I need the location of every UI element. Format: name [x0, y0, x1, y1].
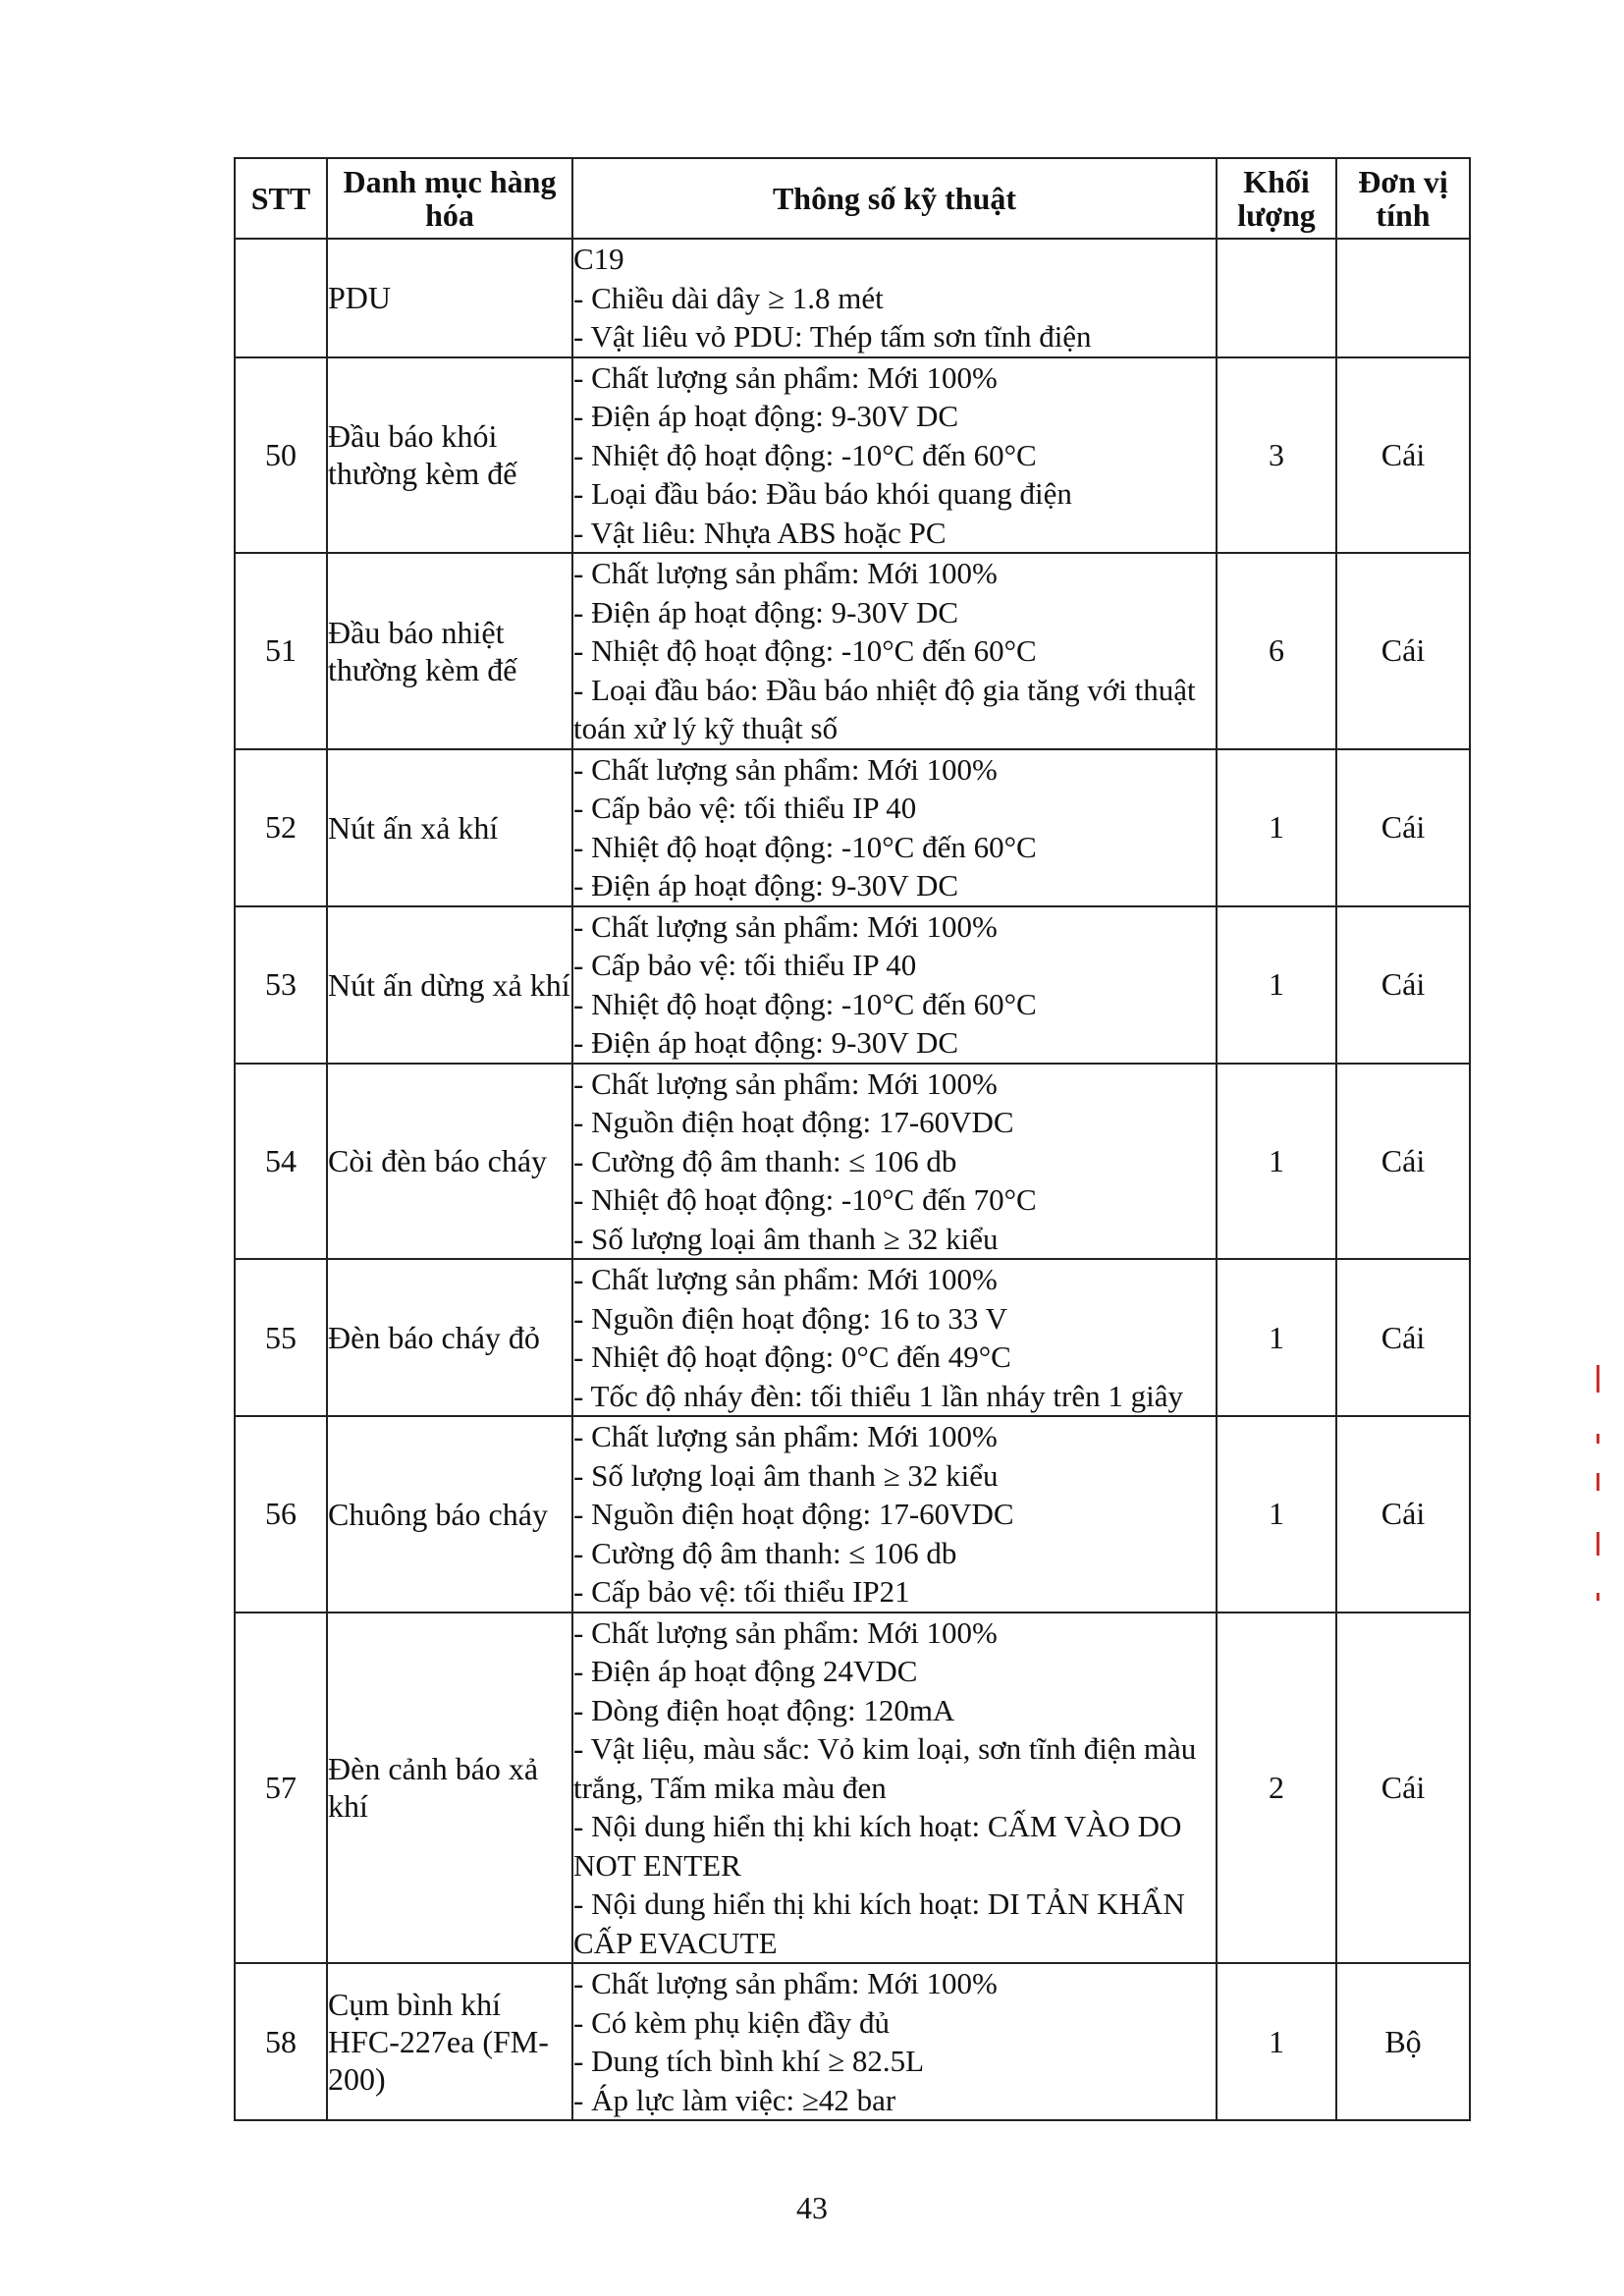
row-quantity: 1 [1217, 749, 1336, 906]
spec-line: - Áp lực làm việc: ≥42 bar [573, 2082, 896, 2117]
spec-line: - Dòng điện hoạt động: 120mA [573, 1692, 955, 1727]
spec-line: - Chất lượng sản phẩm: Mới 100% [573, 908, 998, 944]
spec-line: - Nguồn điện hoạt động: 17-60VDC [573, 1497, 1014, 1531]
row-item-name: PDU [327, 239, 572, 357]
spec-line: - Chất lượng sản phẩm: Mới 100% [573, 1262, 998, 1296]
spec-line: - Cường độ âm thanh: ≤ 106 db [573, 1535, 957, 1570]
spec-line: C19 [573, 242, 624, 276]
row-item-name: Nút ấn xả khí [327, 749, 572, 906]
row-spec [572, 1064, 1217, 1260]
row-spec [572, 906, 1217, 1064]
header-name: Danh mục hàng hóa [327, 158, 572, 239]
spec-line: - Nguồn điện hoạt động: 17-60VDC [573, 1105, 1014, 1139]
row-quantity: 1 [1217, 906, 1336, 1064]
row-quantity: 3 [1217, 357, 1336, 554]
row-item-name: Đầu báo khói thường kèm đế [327, 357, 572, 554]
row-quantity: 1 [1217, 1259, 1336, 1416]
spec-line: - Chất lượng sản phẩm: Mới 100% [573, 1966, 998, 2000]
row-stt: 53 [235, 906, 327, 1064]
spec-line: - Có kèm phụ kiện đầy đủ [573, 2004, 891, 2040]
scan-speck [1597, 1434, 1599, 1444]
row-unit: Cái [1336, 1416, 1470, 1613]
table-row [235, 749, 1470, 906]
spec-line: - Nhiệt độ hoạt động: 0°C đến 49°C [573, 1339, 1011, 1374]
spec-line: - Chất lượng sản phẩm: Mới 100% [573, 1419, 998, 1453]
spec-line: - Loại đầu báo: Đầu báo nhiệt độ gia tăng với thuật toán xử lý kỹ thuật số [573, 672, 1196, 745]
spec-line: - Số lượng loại âm thanh ≥ 32 kiểu [573, 1221, 999, 1256]
spec-line: - Chiều dài dây ≥ 1.8 mét [573, 280, 884, 315]
spec-line: - Chất lượng sản phẩm: Mới 100% [573, 1614, 998, 1650]
spec-line: - Nội dung hiển thị khi kích hoạt: CẤM VÀO DO NOT ENTER [573, 1809, 1182, 1883]
row-spec [572, 749, 1217, 906]
row-quantity: 2 [1217, 1613, 1336, 1964]
table-row [235, 1613, 1470, 1964]
row-spec [572, 1963, 1217, 2120]
row-stt: 51 [235, 553, 327, 749]
row-stt: 55 [235, 1259, 327, 1416]
row-spec [572, 1416, 1217, 1613]
row-stt: 58 [235, 1963, 327, 2120]
header-qty: Khối lượng [1217, 158, 1336, 239]
table-row [235, 1064, 1470, 1260]
scan-speck [1597, 1532, 1599, 1556]
spec-line: - Cấp bảo vệ: tối thiểu IP 40 [573, 791, 917, 825]
row-unit [1336, 239, 1470, 357]
spec-table [234, 157, 1471, 2121]
row-unit: Cái [1336, 906, 1470, 1064]
row-quantity: 1 [1217, 1963, 1336, 2120]
row-item-name: Cụm bình khí HFC-227ea (FM-200) [327, 1963, 572, 2120]
row-spec [572, 357, 1217, 554]
row-unit: Cái [1336, 1613, 1470, 1964]
header-stt: STT [235, 158, 327, 239]
table-row [235, 1259, 1470, 1416]
spec-line: - Cường độ âm thanh: ≤ 106 db [573, 1143, 957, 1178]
row-stt: 56 [235, 1416, 327, 1613]
table-row [235, 1416, 1470, 1613]
row-unit: Cái [1336, 553, 1470, 749]
spec-line: - Tốc độ nháy đèn: tối thiểu 1 lần nháy trên 1 giây [573, 1378, 1183, 1413]
spec-line: - Điện áp hoạt động 24VDC [573, 1654, 918, 1688]
spec-line: - Nhiệt độ hoạt động: -10°C đến 60°C [573, 829, 1037, 864]
spec-line: - Nội dung hiển thị khi kích hoạt: DI TẢN KHẨN CẤP EVACUTE [573, 1886, 1185, 1960]
row-item-name: Nút ấn dừng xả khí [327, 906, 572, 1064]
spec-line: - Cấp bảo vệ: tối thiểu IP 40 [573, 948, 917, 982]
row-item-name: Đầu báo nhiệt thường kèm đế [327, 553, 572, 749]
row-unit: Bộ [1336, 1963, 1470, 2120]
table-row [235, 906, 1470, 1064]
row-spec [572, 239, 1217, 357]
spec-line: - Chất lượng sản phẩm: Mới 100% [573, 359, 998, 395]
spec-line: - Điện áp hoạt động: 9-30V DC [573, 1025, 959, 1060]
spec-line: - Số lượng loại âm thanh ≥ 32 kiểu [573, 1457, 999, 1493]
row-quantity: 1 [1217, 1416, 1336, 1613]
scan-speck [1597, 1365, 1599, 1393]
row-unit: Cái [1336, 749, 1470, 906]
row-spec [572, 1259, 1217, 1416]
spec-line: - Chất lượng sản phẩm: Mới 100% [573, 751, 998, 787]
spec-line: - Vật liệu, màu sắc: Vỏ kim loại, sơn tĩnh điện màu trắng, Tấm mika màu đen [573, 1731, 1197, 1805]
table-row [235, 553, 1470, 749]
row-item-name: Đèn cảnh báo xả khí [327, 1613, 572, 1964]
scan-speck [1597, 1473, 1599, 1491]
spec-line: - Nguồn điện hoạt động: 16 to 33 V [573, 1300, 1008, 1336]
page-number: 43 [796, 2190, 828, 2225]
spec-line: - Nhiệt độ hoạt động: -10°C đến 60°C [573, 437, 1037, 472]
table-row [235, 357, 1470, 554]
row-unit: Cái [1336, 1064, 1470, 1260]
row-stt: 52 [235, 749, 327, 906]
row-spec [572, 1613, 1217, 1964]
spec-line: - Nhiệt độ hoạt động: -10°C đến 60°C [573, 986, 1037, 1021]
spec-line: - Cấp bảo vệ: tối thiểu IP21 [573, 1574, 910, 1609]
row-item-name: Còi đèn báo cháy [327, 1064, 572, 1260]
spec-line: - Chất lượng sản phẩm: Mới 100% [573, 556, 998, 590]
row-stt: 54 [235, 1064, 327, 1260]
spec-line: - Nhiệt độ hoạt động: -10°C đến 60°C [573, 633, 1037, 668]
spec-line: - Điện áp hoạt động: 9-30V DC [573, 399, 959, 433]
row-unit: Cái [1336, 357, 1470, 554]
spec-line: - Vật liêu: Nhựa ABS hoặc PC [573, 515, 947, 550]
header-spec: Thông số kỹ thuật [572, 158, 1217, 239]
scan-speck [1597, 1593, 1599, 1601]
row-unit: Cái [1336, 1259, 1470, 1416]
table-header-row [235, 158, 1470, 239]
scan-marks [1597, 1365, 1602, 1620]
row-stt: 50 [235, 357, 327, 554]
row-stt [235, 239, 327, 357]
spec-line: - Nhiệt độ hoạt động: -10°C đến 70°C [573, 1182, 1037, 1217]
header-unit: Đơn vị tính [1336, 158, 1470, 239]
spec-line: - Vật liêu vỏ PDU: Thép tấm sơn tĩnh điện [573, 319, 1092, 354]
spec-line: - Chất lượng sản phẩm: Mới 100% [573, 1066, 998, 1101]
table-row [235, 239, 1470, 357]
row-stt: 57 [235, 1613, 327, 1964]
spec-line: - Dung tích bình khí ≥ 82.5L [573, 2044, 925, 2078]
row-quantity: 6 [1217, 553, 1336, 749]
row-quantity: 1 [1217, 1064, 1336, 1260]
spec-line: - Loại đầu báo: Đầu báo khói quang điện [573, 476, 1072, 511]
row-spec [572, 553, 1217, 749]
table-row [235, 1963, 1470, 2120]
table-body [235, 239, 1470, 2120]
row-item-name: Chuông báo cháy [327, 1416, 572, 1613]
spec-line: - Điện áp hoạt động: 9-30V DC [573, 868, 959, 902]
row-item-name: Đèn báo cháy đỏ [327, 1259, 572, 1416]
row-quantity [1217, 239, 1336, 357]
spec-line: - Điện áp hoạt động: 9-30V DC [573, 594, 959, 629]
